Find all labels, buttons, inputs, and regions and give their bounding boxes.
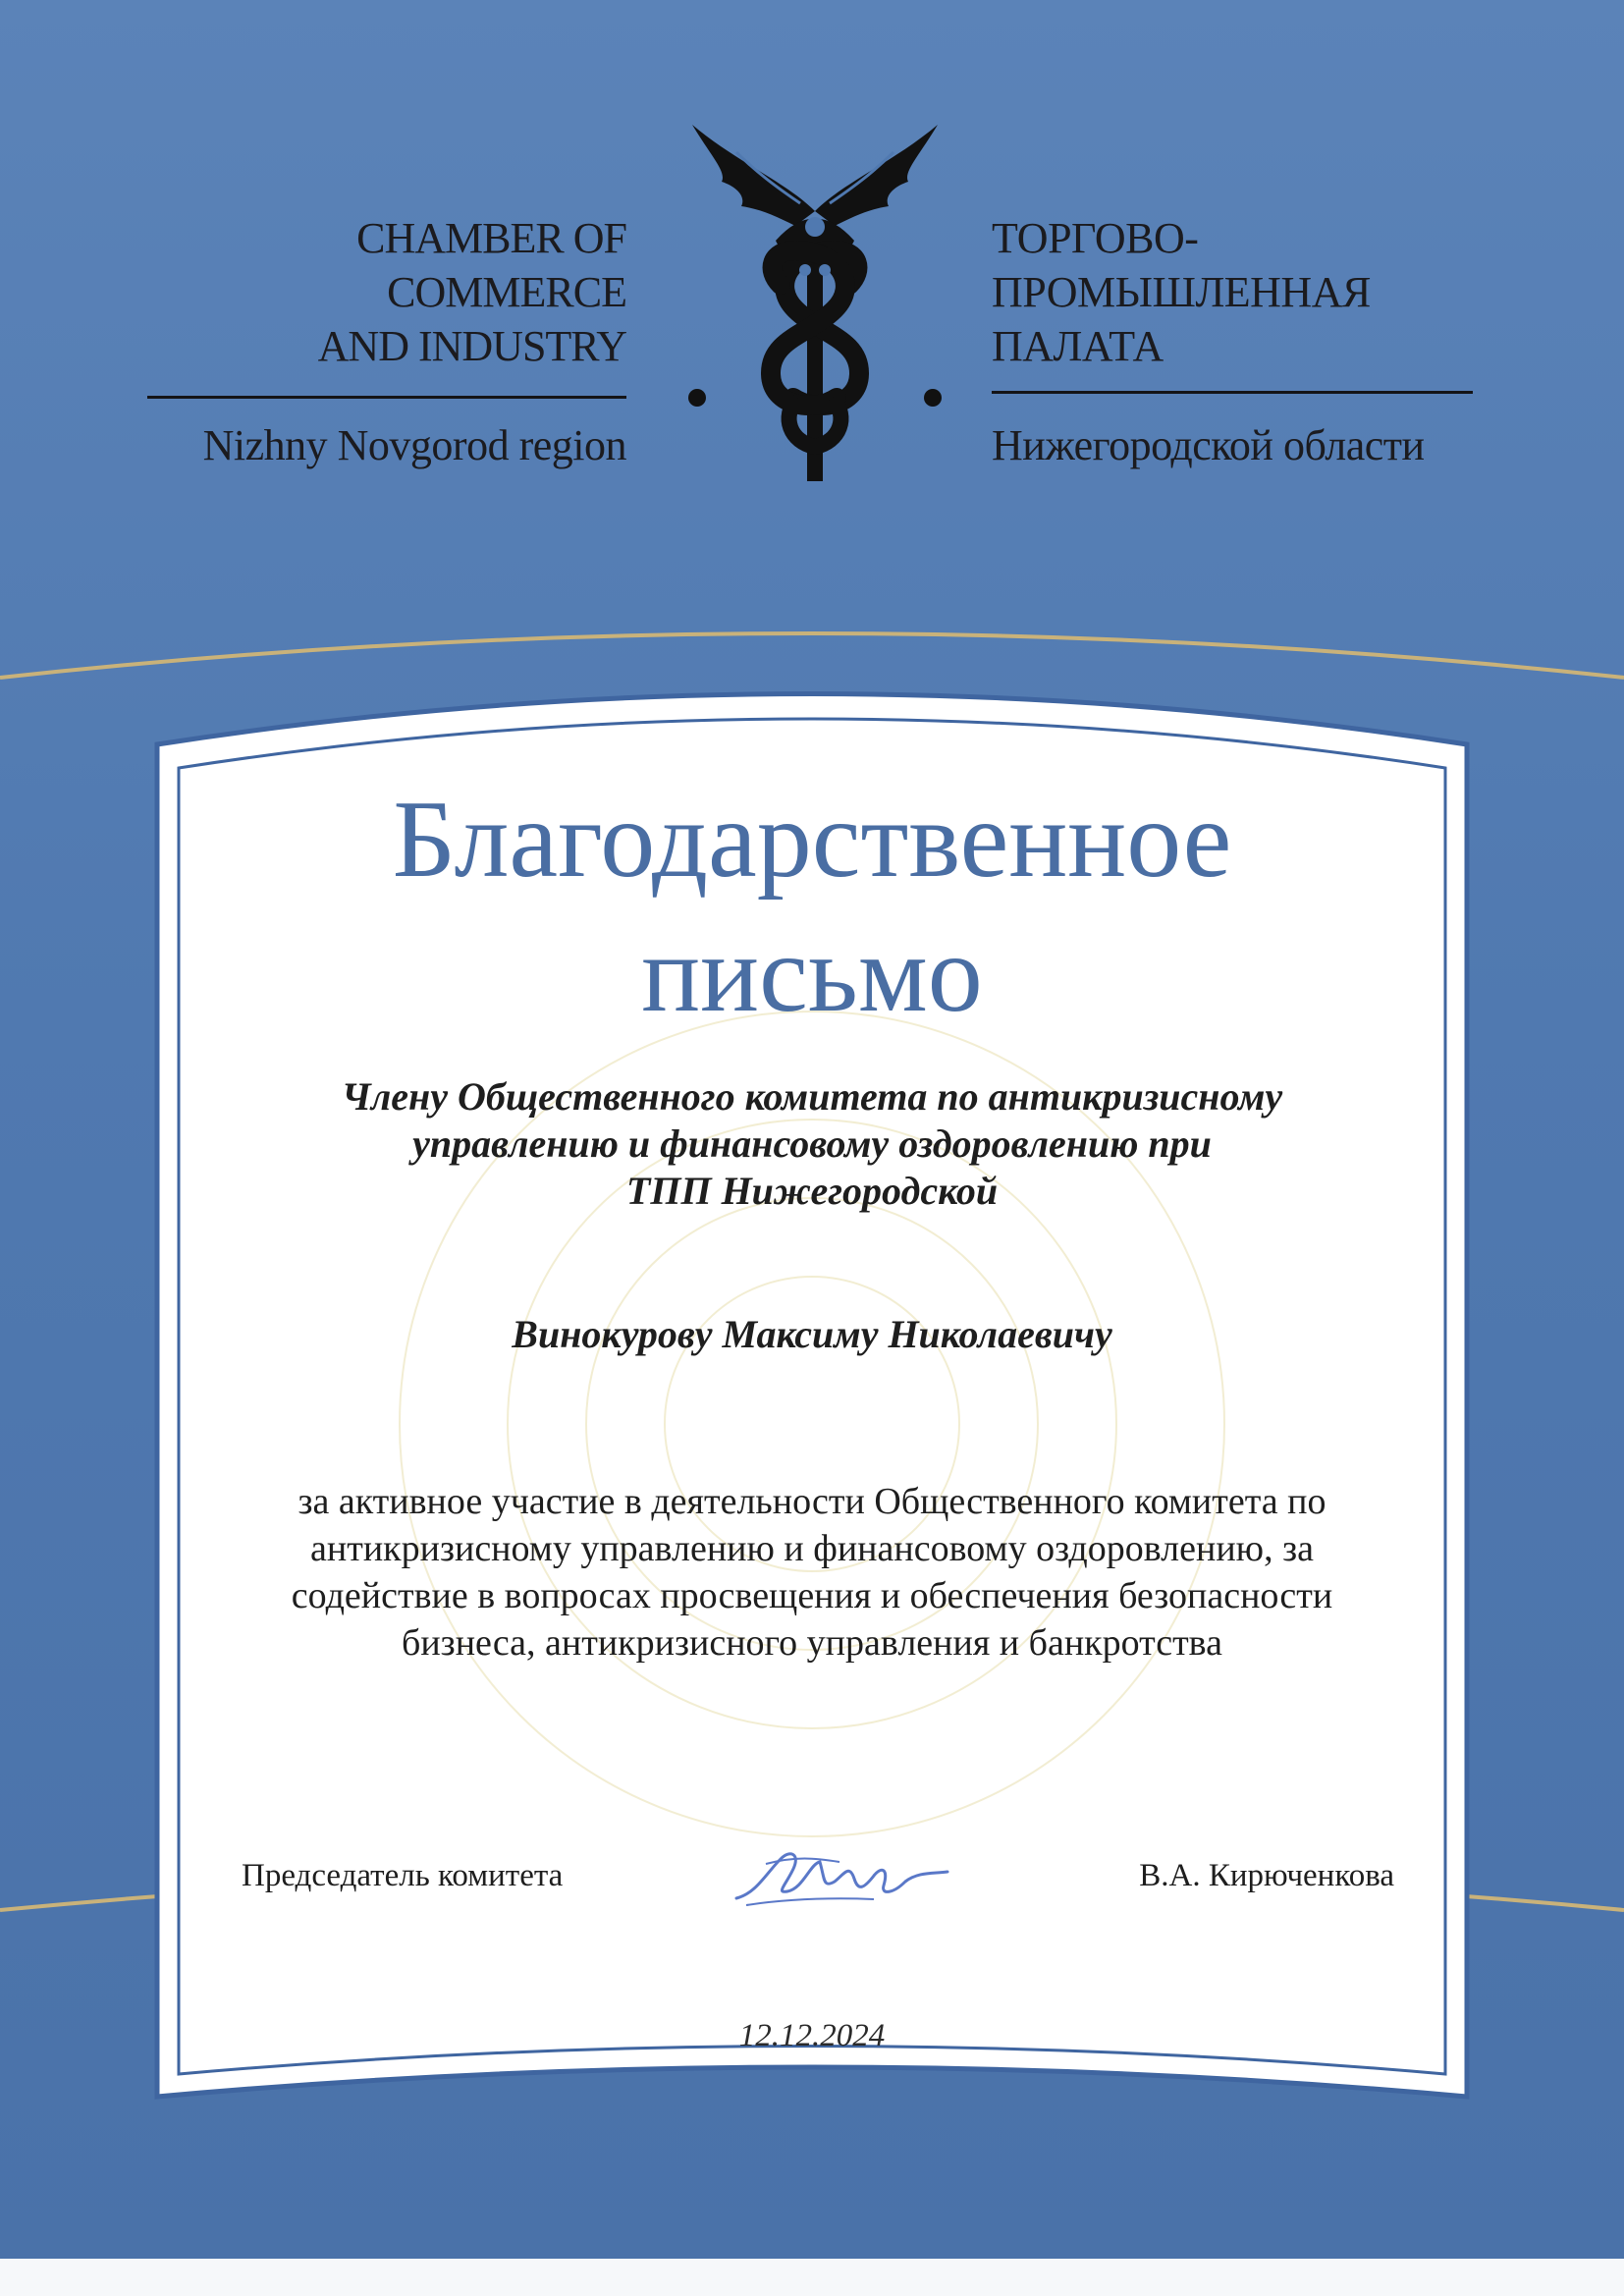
subtitle-line: ТПП Нижегородской bbox=[625, 1169, 999, 1213]
header-english-line: COMMERCE bbox=[387, 268, 626, 316]
subtitle-line: Члену Общественного комитета по антикризисному bbox=[341, 1074, 1283, 1119]
header-russian-region: Нижегородской области bbox=[992, 421, 1425, 469]
body-line: за активное участие в деятельности Общественного комитета по bbox=[298, 1481, 1326, 1522]
body-line: содействие в вопросах просвещения и обеспечения безопасности bbox=[291, 1575, 1333, 1616]
header-russian-line: ТОРГОВО- bbox=[992, 214, 1199, 262]
certificate-title-line2: письмо bbox=[641, 913, 983, 1035]
header-russian-line: ПРОМЫШЛЕННАЯ bbox=[992, 268, 1371, 316]
body-line: антикризисному управлению и финансовому оздоровлению, за bbox=[310, 1528, 1314, 1569]
certificate-subtitle bbox=[255, 1073, 1369, 1215]
certificate-title-line1: Благодарственное bbox=[392, 779, 1232, 901]
header-english-region: Nizhny Novgorod region bbox=[202, 421, 626, 469]
signer-name: В.А. Кирюченкова bbox=[1139, 1858, 1394, 1893]
issue-date: 12.12.2024 bbox=[738, 2018, 886, 2053]
header-russian-line: ПАЛАТА bbox=[992, 322, 1164, 370]
handwritten-signature bbox=[727, 1834, 952, 1923]
subtitle-line: управлению и финансовому оздоровлению при bbox=[412, 1121, 1212, 1166]
header-english-line: AND INDUSTRY bbox=[317, 322, 626, 370]
paper-margin bbox=[0, 2259, 1624, 2296]
certificate-body bbox=[226, 1478, 1398, 1667]
body-line: бизнеса, антикризисного управления и банкротства bbox=[402, 1622, 1222, 1664]
chairman-label: Председатель комитета bbox=[242, 1858, 564, 1893]
header-english-line: CHAMBER OF bbox=[356, 214, 626, 262]
recipient-name: Винокурову Максиму Николаевичу bbox=[512, 1312, 1112, 1356]
